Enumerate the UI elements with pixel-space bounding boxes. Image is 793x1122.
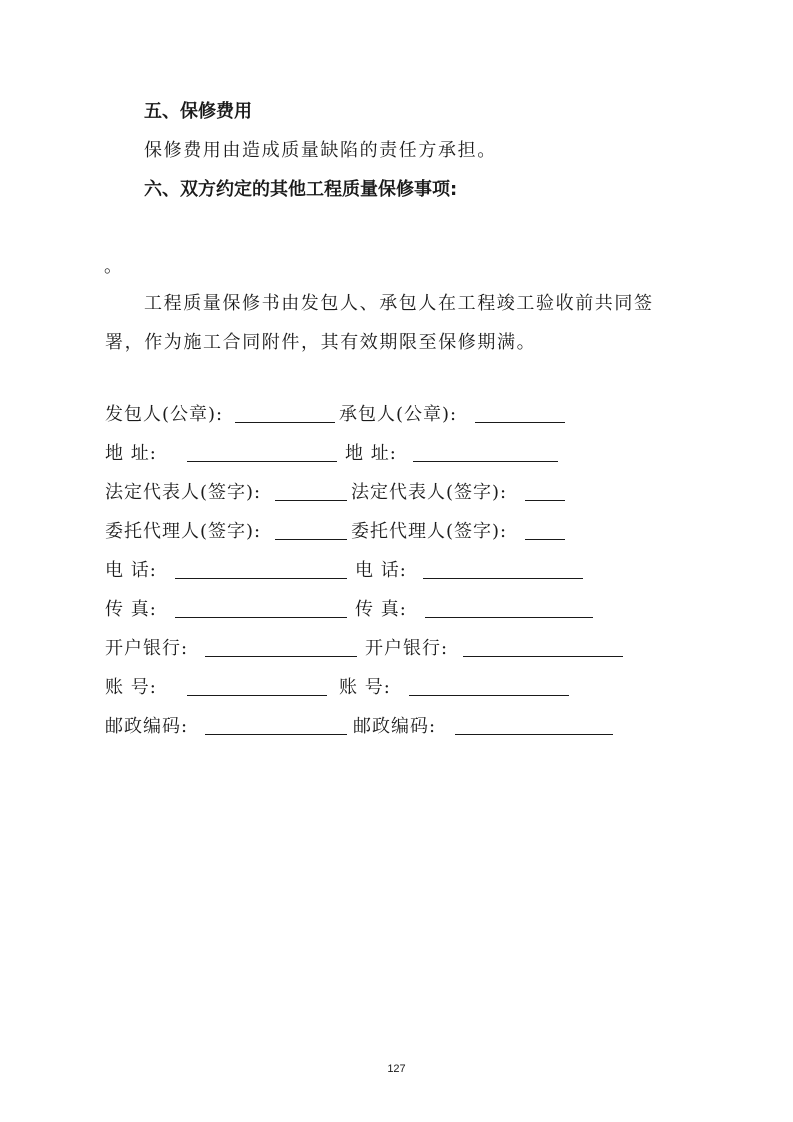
contractor-account-blank[interactable] <box>409 695 569 696</box>
contractor-agent-blank[interactable] <box>525 539 565 540</box>
contractor-phone-label: 电 话: <box>355 560 407 581</box>
contractor-postcode-label: 邮政编码: <box>353 716 437 737</box>
employer-postcode-label: 邮政编码: <box>105 716 189 737</box>
contractor-postcode-blank[interactable] <box>455 734 613 735</box>
contractor-legal-rep-blank[interactable] <box>525 500 565 501</box>
contractor-address-blank[interactable] <box>413 461 558 462</box>
employer-postcode-blank[interactable] <box>205 734 347 735</box>
employer-bank-blank[interactable] <box>205 656 357 657</box>
closing-line-1: 工程质量保修书由发包人、承包人在工程竣工验收前共同签 <box>144 293 654 314</box>
employer-seal-label: 发包人(公章): <box>105 404 224 425</box>
page-number: 127 <box>387 1063 406 1075</box>
contractor-fax-label: 传 真: <box>355 599 407 620</box>
employer-phone-blank[interactable] <box>175 578 347 579</box>
employer-agent-label: 委托代理人(签字): <box>105 521 262 542</box>
contractor-agent-label: 委托代理人(签字): <box>351 521 508 542</box>
employer-seal-blank[interactable] <box>235 422 335 423</box>
contractor-legal-rep-label: 法定代表人(签字): <box>351 482 508 503</box>
section5-heading: 五、保修费用 <box>144 101 252 122</box>
contractor-bank-label: 开户银行: <box>365 638 449 659</box>
section6-heading: 六、双方约定的其他工程质量保修事项: <box>144 179 458 200</box>
employer-address-blank[interactable] <box>187 461 337 462</box>
stray-mark: 。 <box>104 256 124 277</box>
employer-address-label: 地 址: <box>105 443 157 464</box>
employer-legal-rep-blank[interactable] <box>275 500 347 501</box>
contractor-seal-label: 承包人(公章): <box>339 404 458 425</box>
employer-fax-label: 传 真: <box>105 599 157 620</box>
contractor-phone-blank[interactable] <box>423 578 583 579</box>
employer-account-label: 账 号: <box>105 677 157 698</box>
contractor-bank-blank[interactable] <box>463 656 623 657</box>
employer-fax-blank[interactable] <box>175 617 347 618</box>
employer-phone-label: 电 话: <box>105 560 157 581</box>
contractor-address-label: 地 址: <box>345 443 397 464</box>
contractor-account-label: 账 号: <box>339 677 391 698</box>
employer-legal-rep-label: 法定代表人(签字): <box>105 482 262 503</box>
section5-text: 保修费用由造成质量缺陷的责任方承担。 <box>144 140 497 161</box>
employer-agent-blank[interactable] <box>275 539 347 540</box>
closing-line-2: 署，作为施工合同附件，其有效期限至保修期满。 <box>105 332 537 353</box>
employer-bank-label: 开户银行: <box>105 638 189 659</box>
employer-account-blank[interactable] <box>187 695 327 696</box>
contractor-fax-blank[interactable] <box>425 617 593 618</box>
contractor-seal-blank[interactable] <box>475 422 565 423</box>
